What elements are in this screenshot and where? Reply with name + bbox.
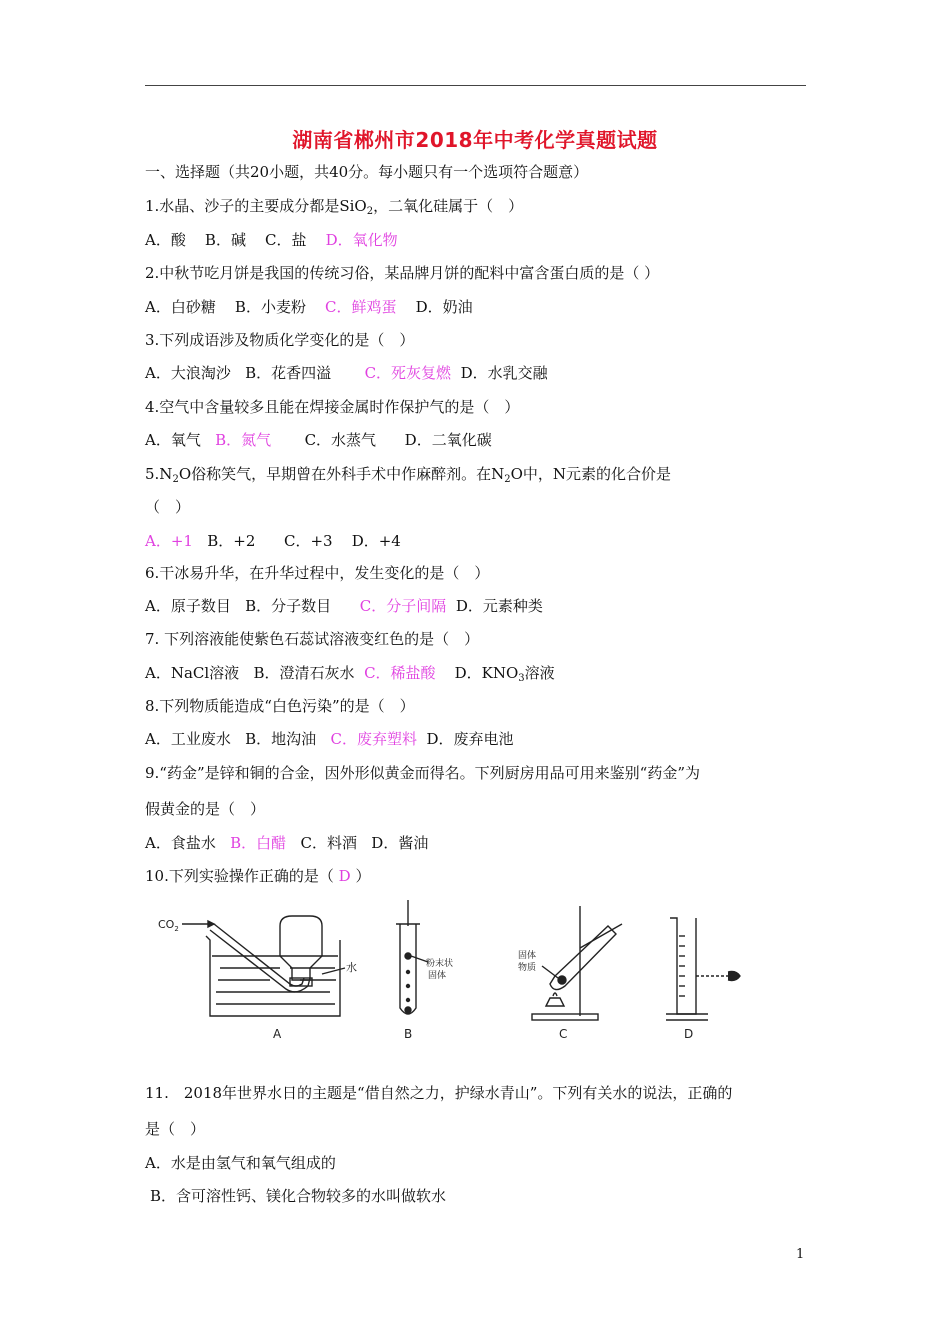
option-b: B．地沟油: [245, 730, 317, 748]
option-b: B．碱: [204, 231, 246, 249]
page-number: 1: [796, 1247, 805, 1262]
option-d: D．奶油: [415, 298, 473, 316]
svg-text:物质: 物质: [518, 963, 537, 973]
option-d: D．$KNO_3$溶液: [454, 664, 555, 684]
option-b: B．小麦粉: [234, 298, 306, 316]
svg-text:C: C: [559, 1027, 568, 1041]
question-2-options: [145, 297, 473, 317]
question-6-stem: 6.干冰易升华，在升华过程中，发生变化的是（ ）: [145, 564, 490, 582]
question-4-stem: 4.空气中含量较多且能在焊接金属时作保护气的是（ ）: [145, 398, 520, 416]
section-heading: 一、选择题（共20小题，共40分。每小题只有一个选项符合题意）: [145, 163, 589, 181]
svg-text:水: 水: [346, 961, 357, 974]
svg-text:B: B: [404, 1027, 413, 1041]
question-8-options: [145, 729, 514, 749]
question-3-options: [145, 363, 548, 383]
option-d: D．元素种类: [455, 597, 543, 615]
question-3-stem: 3.下列成语涉及物质化学变化的是（ ）: [145, 331, 415, 349]
option-b: B．分子数目: [245, 597, 332, 615]
option-b: B．花香四溢: [245, 364, 332, 382]
question-5-stem: $5.N_2O$俗称笑气，早期曾在外科手术中作麻醉剂。在$N_2O$中，N元素的化合价是: [145, 465, 672, 485]
figure-b: [396, 900, 453, 1041]
option-b-answer: B．白醋: [230, 834, 287, 852]
option-b-answer: B．氮气: [215, 431, 272, 449]
question-5-paren: （ ）: [145, 498, 191, 516]
question-4-options: [145, 430, 492, 450]
question-6-options: [145, 596, 543, 616]
option-a: A．白砂糖: [145, 298, 216, 316]
option-a: A．工业废水: [145, 730, 231, 748]
svg-text:CO2: $CO_2$: [158, 918, 179, 933]
page-title: 湖南省郴州市2018年中考化学真题试题: [292, 128, 658, 152]
header-rule: [145, 85, 806, 86]
question-1-stem: 1.水晶、沙子的主要成分都是SiO$_2$，二氧化硅属于（ ）: [145, 197, 524, 217]
figure-a: [158, 916, 357, 1041]
option-c-answer: C．稀盐酸: [364, 664, 436, 682]
option-c: C．+3: [284, 532, 333, 550]
question-2-stem: 2.中秋节吃月饼是我国的传统习俗，某品牌月饼的配料中富含蛋白质的是（ ）: [145, 264, 660, 282]
svg-text:粉末状: 粉末状: [426, 959, 454, 969]
option-c: C．盐: [265, 231, 307, 249]
svg-text:固体: 固体: [518, 951, 537, 961]
option-a: A．原子数目: [145, 597, 231, 615]
option-c: C．料酒: [300, 834, 357, 852]
question-8-stem: 8.下列物质能造成“白色污染”的是（ ）: [145, 697, 415, 715]
option-a: A．大浪淘沙: [145, 364, 231, 382]
option-d-answer: D．氧化物: [325, 231, 398, 249]
option-d: D．+4: [351, 532, 401, 550]
question-11-stem-line2: 是（ ）: [145, 1120, 206, 1138]
question-10-stem: 10.下列实验操作正确的是（ D ）: [145, 867, 371, 885]
question-7-stem: 7. 下列溶液能使紫色石蕊试溶液变红色的是（ ）: [145, 630, 480, 648]
option-d: D．水乳交融: [460, 364, 548, 382]
option-d: D．酱油: [371, 834, 429, 852]
option-c-answer: C．废弃塑料: [330, 730, 417, 748]
option-b: B．澄清石灰水: [253, 664, 355, 682]
figure-c: [518, 906, 622, 1041]
question-11-option-b: B．含可溶性钙、镁化合物较多的水叫做软水: [150, 1187, 447, 1205]
option-c-answer: C．死灰复燃: [364, 364, 452, 382]
question-9-options: [145, 833, 428, 853]
option-a: A．NaCl溶液: [145, 664, 240, 682]
question-5-options: [145, 531, 401, 551]
question-11-stem-line1: 11. 2018年世界水日的主题是“借自然之力，护绿水青山”。下列有关水的说法，正确的: [145, 1084, 733, 1102]
option-a: A．氧气: [145, 431, 201, 449]
svg-text:A: A: [273, 1027, 282, 1041]
figure-d: [666, 918, 740, 1041]
option-c: C．水蒸气: [304, 431, 377, 449]
svg-text:D: D: [684, 1027, 694, 1041]
option-a-answer: A．+1: [145, 532, 193, 550]
experiment-figure: [150, 896, 770, 1046]
question-9-stem-line2: 假黄金的是（ ）: [145, 800, 266, 818]
question-7-options: [145, 663, 555, 689]
question-11-option-a: A．水是由氢气和氧气组成的: [145, 1154, 336, 1172]
question-1-options: [145, 230, 398, 250]
option-a: A．酸: [145, 231, 186, 249]
option-d: D．二氧化碳: [404, 431, 492, 449]
option-c-answer: C．鲜鸡蛋: [325, 298, 397, 316]
option-d: D．废弃电池: [426, 730, 514, 748]
option-b: B．+2: [207, 532, 256, 550]
option-a: A．食盐水: [145, 834, 216, 852]
question-9-stem-line1: 9.“药金”是锌和铜的合金，因外形似黄金而得名。下列厨房用品可用来鉴别“药金”为: [145, 764, 700, 782]
svg-text:固体: 固体: [428, 971, 447, 981]
answer-mark: D: [338, 867, 351, 885]
option-c-answer: C．分子间隔: [359, 597, 447, 615]
